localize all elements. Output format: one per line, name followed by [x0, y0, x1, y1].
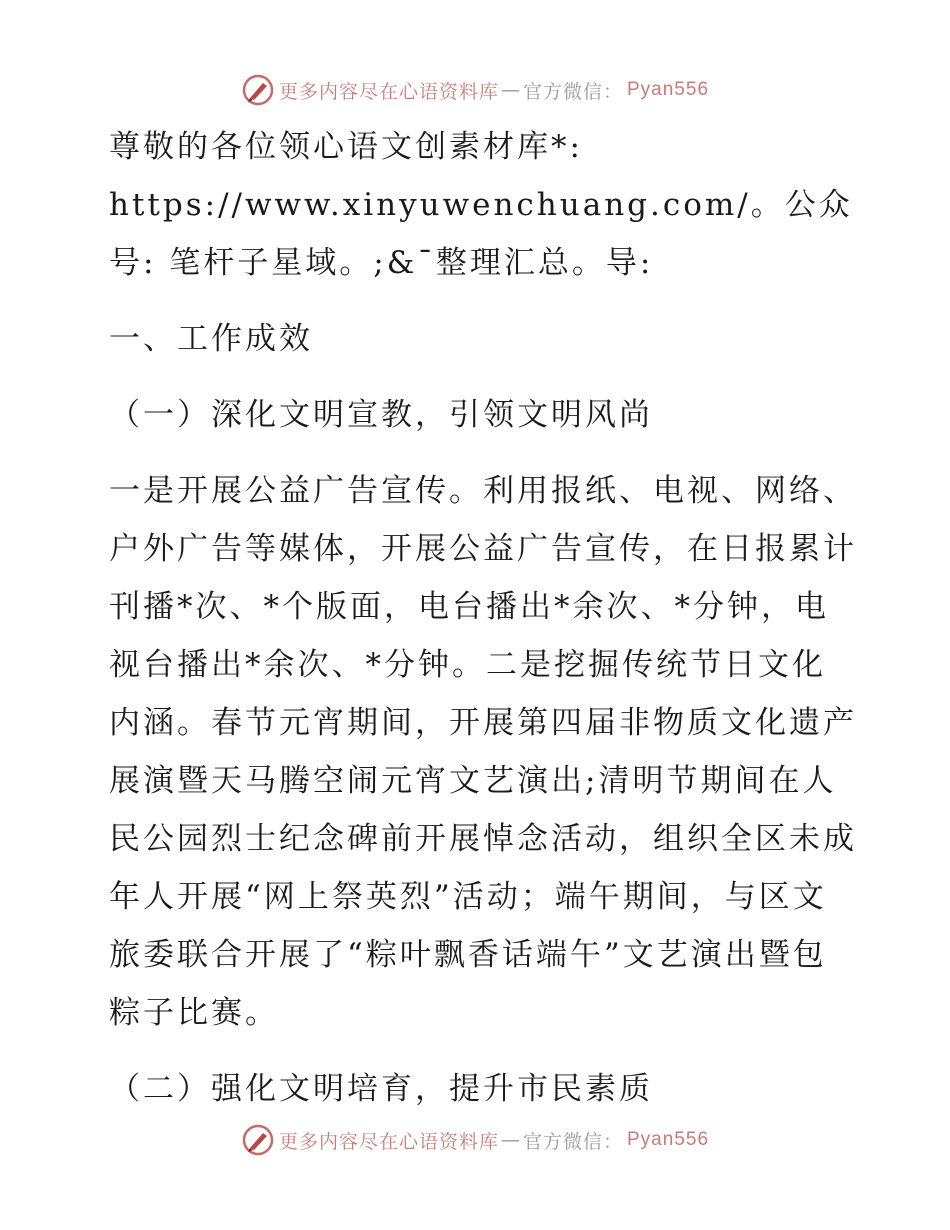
- subsection-heading: （二）强化文明培育，提升市民素质: [109, 1071, 653, 1107]
- pen-logo-icon: [241, 1123, 275, 1157]
- watermark-wechat-id: Pyan556: [627, 79, 710, 100]
- footer-watermark: [0, 1122, 950, 1158]
- watermark-wechat-label: 官方微信：: [522, 1130, 623, 1153]
- watermark-dash: —: [500, 1129, 521, 1151]
- watermark-wechat-id: Pyan556: [627, 1129, 710, 1150]
- watermark-text: 更多内容尽在心语资料库: [278, 1130, 499, 1153]
- pen-logo-icon: [241, 73, 275, 107]
- header-watermark: [0, 72, 950, 108]
- subsection-heading: （一）深化文明宣教，引领文明风尚: [109, 397, 653, 433]
- watermark-text: 更多内容尽在心语资料库: [278, 80, 499, 103]
- intro-paragraph: 尊敬的各位领心语文创素材库*: https://www.xinyuwenchuang.com/。公众号: 笔杆子星域。;&¯整理汇总。导:: [109, 129, 853, 281]
- document-body: [97, 118, 857, 1118]
- watermark-wechat-label: 官方微信：: [522, 80, 623, 103]
- section-heading: 一、工作成效: [109, 321, 313, 357]
- body-paragraph: 一是开展公益广告宣传。利用报纸、电视、网络、户外广告等媒体，开展公益广告宣传，在日报累计刊播*次、*个版面，电台播出*余次、*分钟，电视台播出*余次、*分钟。二是挖掘传统节日文化内涵。春节元宵期间，开展第四届非物质文化遗产展演暨天马腾空闹元宵文艺演出;清明节期间在人民公园烈士纪念碑前开展悼念活动，组织全区未成年人开展“网上祭英烈”活动；端午期间，与区文旅委联合开展了“粽叶飘香话端午”文艺演出暨包粽子比赛。: [109, 473, 857, 1031]
- watermark-dash: —: [500, 79, 521, 101]
